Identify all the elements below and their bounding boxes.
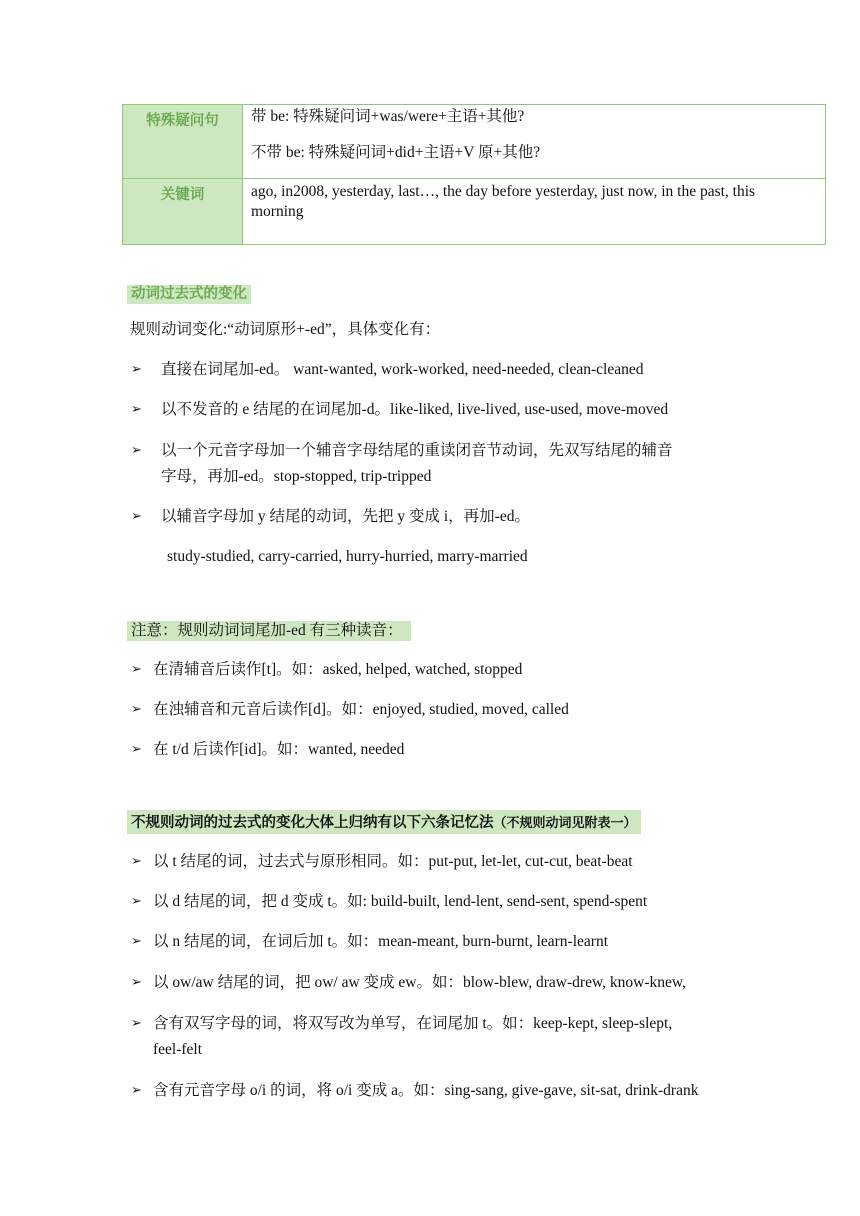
arrowhead-bullet-icon: ➢ [131,508,142,523]
section1-bullet-4: 以辅音字母加 y 结尾的动词，先把 y 变成 i，再加-ed。 [161,508,530,525]
rule-with-be: 带 be: 特殊疑问词+was/were+主语+其他? [251,108,525,125]
arrowhead-bullet-icon: ➢ [131,661,142,676]
grammar-table [122,104,826,245]
arrowhead-bullet-icon: ➢ [131,361,142,376]
section1-intro: 规则动词变化:“动词原形+-ed”，具体变化有： [130,321,441,338]
section3-bullet-6: 含有元音字母 o/i 的词，将 o/i 变成 a。如：sing-sang, give-gave, sit-sat, drink-drank [153,1082,699,1099]
arrowhead-bullet-icon: ➢ [131,853,142,868]
section2-bullet-3: 在 t/d 后读作[id]。如：wanted, needed [153,741,405,758]
arrowhead-bullet-icon: ➢ [131,893,142,908]
section2-bullet-2: 在浊辅音和元音后读作[d]。如：enjoyed, studied, moved, called [153,701,569,718]
section1-bullet-4-example: study-studied, carry-carried, hurry-hurried, marry-married [167,548,528,565]
section1-bullet-1: 直接在词尾加-ed。 want-wanted, work-worked, need-needed, clean-cleaned [161,361,644,378]
arrowhead-bullet-icon: ➢ [131,974,142,989]
section2-heading: 注意：规则动词词尾加-ed 有三种读音： [127,618,411,640]
rule-without-be: 不带 be: 特殊疑问词+did+主语+V 原+其他? [251,144,541,161]
section2-bullet-1: 在清辅音后读作[t]。如：asked, helped, watched, stopped [153,661,523,678]
arrowhead-bullet-icon: ➢ [131,1015,142,1030]
section3-bullet-1: 以 t 结尾的词，过去式与原形相同。如：put-put, let-let, cut-cut, beat-beat [153,853,633,870]
section3-bullet-4: 以 ow/aw 结尾的词，把 ow/ aw 变成 ew。如：blow-blew, draw-drew, know-knew, [153,974,686,991]
section1-bullet-2: 以不发音的 e 结尾的在词尾加-d。like-liked, live-lived, use-used, move-moved [161,401,669,418]
arrowhead-bullet-icon: ➢ [131,1082,142,1097]
section3-bullet-5: 含有双写字母的词，将双写改为单写，在词尾加 t。如：keep-kept, sleep-slept, [153,1015,673,1032]
label-keywords: 关键词 [123,179,243,245]
arrowhead-bullet-icon: ➢ [131,933,142,948]
keywords-text [243,179,826,245]
section1-bullet-3: 以一个元音字母加一个辅音字母结尾的重读闭音节动词，先双写结尾的辅音 [161,442,673,459]
keywords-line1: ago, in2008, yesterday, last…, the day before yesterday, just now, in the past, this [251,183,756,200]
section3-bullet-3: 以 n 结尾的词，在词后加 t。如：mean-meant, burn-burnt, learn-learnt [153,933,608,950]
section3-heading-note: （不规则动词见附表一） [493,816,637,831]
section1-heading: 动词过去式的变化 [127,282,251,303]
label-special-question: 特殊疑问句 [123,105,243,179]
section1-bullet-3-cont: 字母，再加-ed。stop-stopped, trip-tripped [161,468,432,485]
special-question-rules [243,105,826,179]
arrowhead-bullet-icon: ➢ [131,701,142,716]
arrowhead-bullet-icon: ➢ [131,442,142,457]
keywords-line2: morning [251,203,304,220]
section3-bullet-2: 以 d 结尾的词，把 d 变成 t。如: build-built, lend-lent, send-sent, spend-spent [153,893,648,910]
section3-heading: 不规则动词的过去式的变化大体上归纳有以下六条记忆法（不规则动词见附表一） [127,810,641,834]
section3-bullet-5-cont: feel-felt [153,1041,203,1058]
arrowhead-bullet-icon: ➢ [131,401,142,416]
arrowhead-bullet-icon: ➢ [131,741,142,756]
